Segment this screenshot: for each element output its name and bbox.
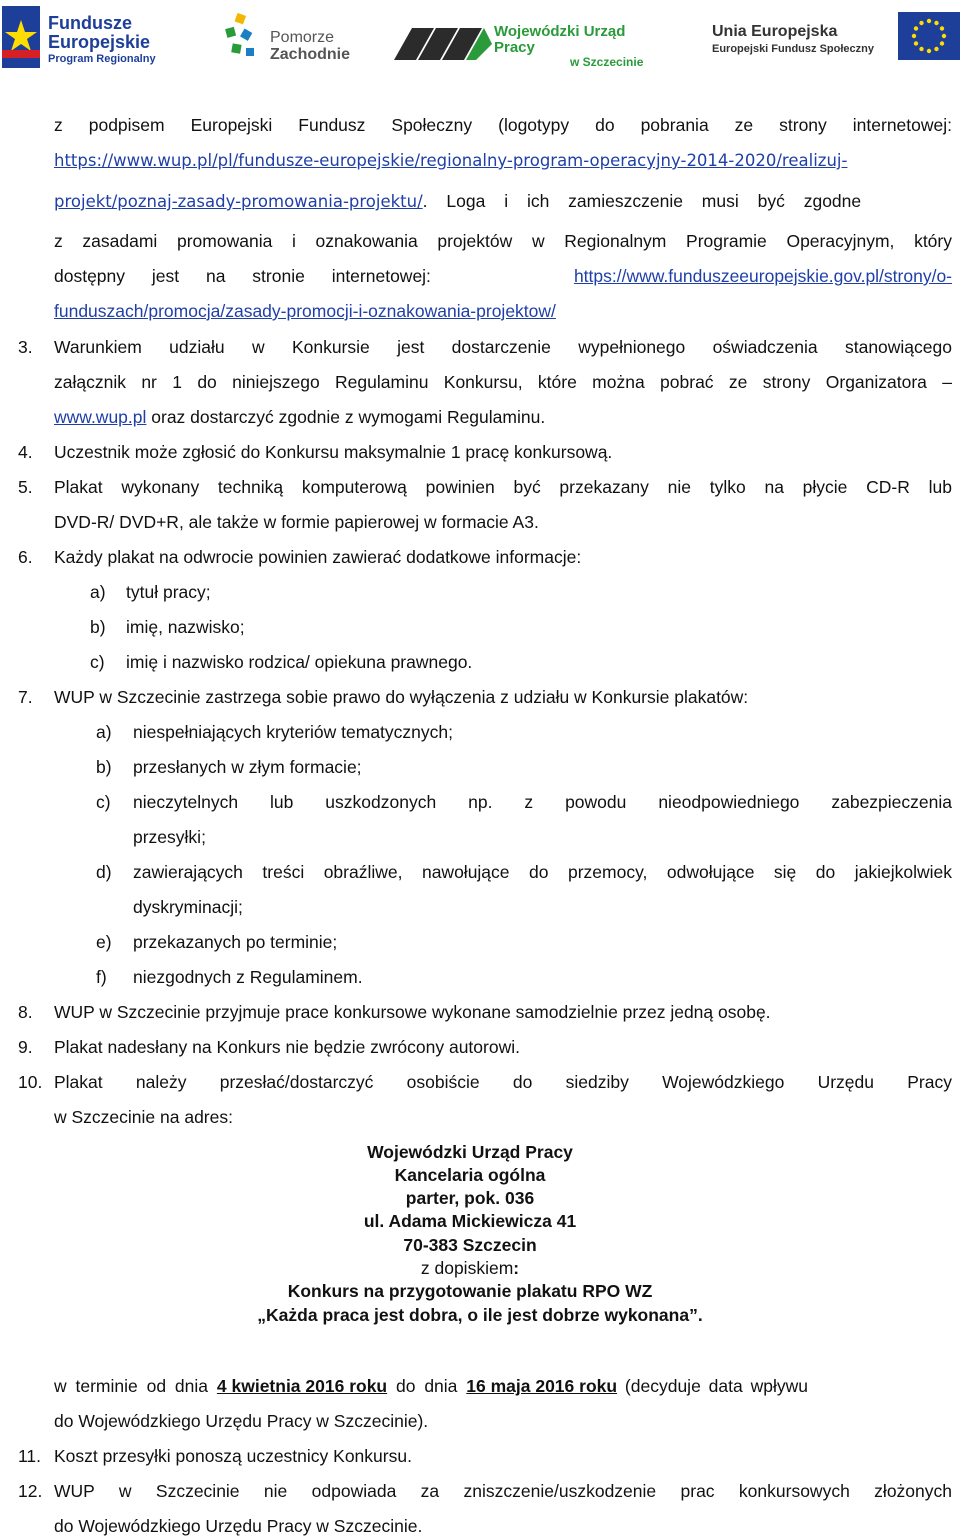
item-7d-label: d) xyxy=(96,862,112,882)
fundusze-europejskie-logo xyxy=(0,0,170,78)
address-line-1: Wojewódzki Urząd Pracy xyxy=(367,1142,573,1162)
item-10-line-2: w Szczecinie na adres: xyxy=(54,1107,233,1127)
item-6-number: 6. xyxy=(18,547,33,567)
item-7-text: WUP w Szczecinie zastrzega sobie prawo do wyłączenia z udziału w Konkursie plakatów: xyxy=(54,687,749,707)
intro-line-3-text: . Loga i ich zamieszczenie musi być zgodne xyxy=(422,191,862,211)
item-3-line-3 xyxy=(54,406,952,428)
item-6c-label: c) xyxy=(90,652,105,672)
address-line-3: parter, pok. 036 xyxy=(405,1188,535,1208)
deadline-date-from: 4 kwietnia 2016 roku xyxy=(216,1376,388,1396)
logo1-line1: Fundusze xyxy=(48,13,132,33)
wup-logo xyxy=(394,0,664,78)
item-6b-label: b) xyxy=(90,617,106,637)
address-line-4: ul. Adama Mickiewicza 41 xyxy=(363,1211,577,1231)
item-4-text: Uczestnik może zgłosić do Konkursu maksymalnie 1 pracę konkursową. xyxy=(54,442,613,462)
deadline-text-3: (decyduje data wpływu xyxy=(617,1376,808,1396)
item-12-line-1: WUP w Szczecinie nie odpowiada za zniszczenie/uszkodzenie prac konkursowych złożonych xyxy=(54,1481,952,1501)
intro-line-5 xyxy=(54,265,952,287)
address-line-5: 70-383 Szczecin xyxy=(403,1235,537,1255)
item-3-line-3-text: oraz dostarczyć zgodnie z wymogami Regulaminu. xyxy=(146,407,546,427)
item-11-text: Koszt przesyłki ponoszą uczestnicy Konkursu. xyxy=(54,1446,412,1466)
logo3-line2: w Szczecinie xyxy=(570,54,644,69)
item-6c-text: imię i nazwisko rodzica/ opiekuna prawnego. xyxy=(126,652,473,672)
address-line-6 xyxy=(0,1257,940,1280)
logo4-line2: Europejski Fundusz Społeczny xyxy=(712,42,874,55)
item-4-number: 4. xyxy=(18,442,33,462)
item-7e-text: przekazanych po terminie; xyxy=(133,932,338,952)
deadline-line-2: do Wojewódzkiego Urzędu Pracy w Szczecinie). xyxy=(54,1411,429,1431)
intro-url-line xyxy=(54,150,952,172)
fe-gov-link-cont[interactable]: funduszach/promocja/zasady-promocji-i-oznakowania-projektow/ xyxy=(54,301,556,321)
intro-line-5-text: dostępny jest na stronie internetowej: xyxy=(54,266,431,286)
item-3-line-2: załącznik nr 1 do niniejszego Regulaminu Konkursu, które można pobrać ze strony Organizatora – xyxy=(54,372,952,392)
item-6b-text: imię, nazwisko; xyxy=(126,617,245,637)
fe-gov-link[interactable]: https://www.funduszeeuropejskie.gov.pl/strony/o- xyxy=(573,266,952,286)
fe-star-icon xyxy=(2,6,42,70)
logo2-line1: Pomorze xyxy=(270,29,335,46)
item-9-number: 9. xyxy=(18,1037,33,1057)
item-7a-text: niespełniających kryteriów tematycznych; xyxy=(133,722,453,742)
item-7-number: 7. xyxy=(18,687,33,707)
deadline-text-1: w terminie od dnia xyxy=(54,1376,217,1396)
address-line-7: Konkurs na przygotowanie plakatu RPO WZ xyxy=(287,1281,653,1301)
intro-line-1: z podpisem Europejski Fundusz Społeczny (logotypy do pobrania ze strony internetowej: xyxy=(54,115,952,135)
item-3-number: 3. xyxy=(18,337,33,357)
item-7b-text: przesłanych w złym formacie; xyxy=(133,757,362,777)
item-11-number: 11. xyxy=(18,1446,42,1466)
wup-logotypes-link[interactable]: https://www.wup.pl/pl/fundusze-europejskie/regionalny-program-operacyjny-2014-2020/realizuj- xyxy=(54,151,848,170)
item-7f-text: niezgodnych z Regulaminem. xyxy=(133,967,363,987)
item-7a-label: a) xyxy=(96,722,112,742)
intro-line-3 xyxy=(54,190,952,213)
item-7b-label: b) xyxy=(96,757,112,777)
address-line-2: Kancelaria ogólna xyxy=(394,1165,546,1185)
logo4-line1: Unia Europejska xyxy=(712,23,838,40)
eu-flag-icon xyxy=(898,12,960,60)
item-5-line-2: DVD-R/ DVD+R, ale także w formie papierowej w formacie A3. xyxy=(54,512,539,532)
address-note-colon: : xyxy=(513,1258,520,1278)
logo-bar xyxy=(0,0,960,78)
item-7d-text-1: zawierających treści obraźliwe, nawołujące do przemocy, odwołujące się do jakiejkolwiek xyxy=(133,862,952,882)
wup-emblem-icon xyxy=(394,10,494,70)
unia-europejska-logo xyxy=(712,0,960,78)
wup-website-link[interactable]: www.wup.pl xyxy=(54,407,147,427)
item-7f-label: f) xyxy=(96,967,107,987)
pomorze-emblem-icon xyxy=(222,12,262,68)
item-5-number: 5. xyxy=(18,477,33,497)
item-8-text: WUP w Szczecinie przyjmuje prace konkursowe wykonane samodzielnie przez jedną osobę. xyxy=(54,1002,771,1022)
deadline-text-2: do dnia xyxy=(387,1376,467,1396)
item-3-line-1: Warunkiem udziału w Konkursie jest dostarczenie wypełnionego oświadczenia stanowiącego xyxy=(54,337,952,357)
wup-promo-rules-link[interactable]: projekt/poznaj-zasady-promowania-projektu/ xyxy=(54,192,423,211)
item-7e-label: e) xyxy=(96,932,112,952)
item-5-line-1: Plakat wykonany techniką komputerową powinien być przekazany nie tylko na płycie CD-R lub xyxy=(54,477,952,497)
logo2-line2: Zachodnie xyxy=(270,45,351,63)
item-10-line-1: Plakat należy przesłać/dostarczyć osobiście do siedziby Wojewódzkiego Urzędu Pracy xyxy=(54,1072,952,1092)
logo3-line1: Wojewódzki Urząd Pracy xyxy=(494,23,626,56)
intro-line-6 xyxy=(54,300,952,322)
item-6a-label: a) xyxy=(90,582,106,602)
item-9-text: Plakat nadesłany na Konkurs nie będzie zwrócony autorowi. xyxy=(54,1037,520,1057)
item-6-text: Każdy plakat na odwrocie powinien zawierać dodatkowe informacje: xyxy=(54,547,582,567)
pomorze-zachodnie-logo xyxy=(218,0,351,78)
item-7c-text-1: nieczytelnych lub uszkodzonych np. z powodu nieodpowiedniego zabezpieczenia xyxy=(133,792,952,812)
item-12-line-2: do Wojewódzkiego Urzędu Pracy w Szczecinie. xyxy=(54,1516,423,1536)
item-6a-text: tytuł pracy; xyxy=(126,582,211,602)
logo1-line3: Program Regionalny xyxy=(48,52,156,65)
logo1-line2: Europejskie xyxy=(48,31,151,52)
item-7c-text-2: przesyłki; xyxy=(133,827,206,847)
item-8-number: 8. xyxy=(18,1002,33,1022)
deadline-date-to: 16 maja 2016 roku xyxy=(466,1376,618,1396)
address-note-label: z dopiskiem xyxy=(420,1258,514,1278)
address-line-8: „Każda praca jest dobra, o ile jest dobrze wykonana”. xyxy=(257,1305,703,1325)
item-7d-text-2: dyskryminacji; xyxy=(133,897,243,917)
item-10-number: 10. xyxy=(18,1072,43,1092)
deadline-line-1 xyxy=(54,1375,952,1397)
intro-line-4: z zasadami promowania i oznakowania projektów w Regionalnym Programie Operacyjnym, który xyxy=(54,231,952,251)
item-12-number: 12. xyxy=(18,1481,43,1501)
item-7c-label: c) xyxy=(96,792,111,812)
